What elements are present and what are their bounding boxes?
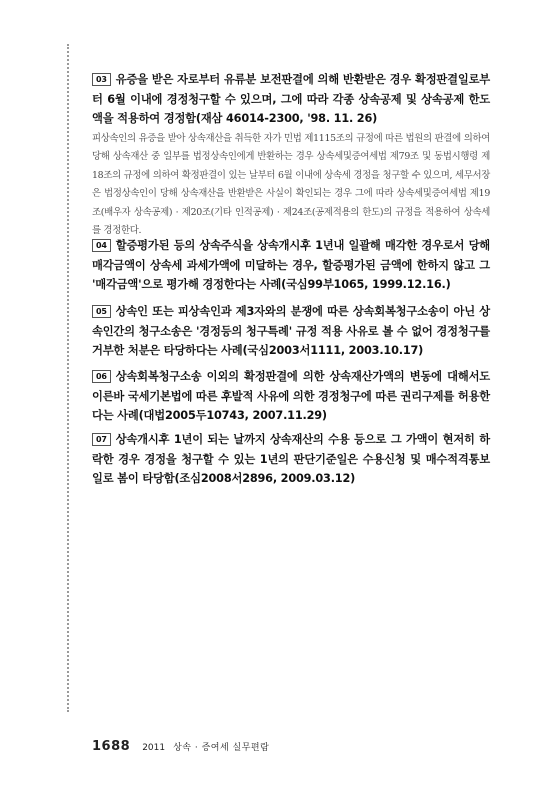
book-title: 상속 · 증여세 실무편람 (173, 743, 270, 753)
page-number: 1688 (92, 739, 131, 754)
entry-number-box: 07 (92, 433, 111, 446)
entry-heading-text: 상속회복청구소송 이외의 확정판결에 의한 상속재산가액의 변동에 대해서도 이른바 국세기본법에 따른 후발적 사유에 의한 경정청구에 따른 권리구제를 허용한다는 사례(대법2005두10743, 2007.11.29) (92, 370, 490, 422)
entry-heading (92, 70, 490, 129)
book-year: 2011 (142, 743, 166, 753)
entry-07 (92, 430, 490, 489)
entry-03 (92, 70, 490, 241)
entry-heading-text: 상속개시후 1년이 되는 날까지 상속재산의 수용 등으로 그 가액이 현저히 하락한 경우 경정을 청구할 수 있는 1년의 판단기준일은 수용신청 및 매수적격통보일로 봄이 타당함(조심2008서2896, 2009.03.12) (92, 433, 490, 485)
entry-heading-text: 상속인 또는 피상속인과 제3자와의 분쟁에 따른 상속회복청구소송이 아닌 상속인간의 청구소송은 '경정등의 청구특례' 규정 적용 사유로 볼 수 없어 경정청구를 거부한 처분은 타당하다는 사례(국심2003서1111, 2003.10.17) (92, 305, 490, 357)
entry-heading (92, 430, 490, 489)
entry-heading-text: 유증을 받은 자로부터 유류분 보전판결에 의해 반환받은 경우 확정판결일로부터 6월 이내에 경정청구할 수 있으며, 그에 따라 각종 상속공제 및 상속공제 한도액을 적용하여 경정함(재삼 46014-2300, '98. 11. 26) (92, 73, 490, 125)
entry-04 (92, 236, 490, 295)
entry-06 (92, 367, 490, 426)
entry-number-box: 06 (92, 370, 111, 383)
entry-number-box: 03 (92, 73, 111, 86)
entry-body-text: 피상속인의 유증을 받아 상속재산을 취득한 자가 민법 제1115조의 규정에 따른 법원의 판결에 의하여 당해 상속재산 중 일부를 법정상속인에게 반환하는 경우 상속세및증여세법 제79조 및 동법시행령 제18조의 규정에 의하여 확정판결이 있는 날부터 6월 이내에 상속세 경정을 청구할 수 있으며, 세무서장은 법정상속인이 당해 상속재산을 반환받은 사실이 확인되는 경우 그에 따라 상속세및증여세법 제19조(배우자 상속공제) · 제20조(기타 인적공제) · 제24조(공제적용의 한도)의 규정을 적용하여 상속세를 경정한다. (92, 132, 490, 237)
entry-heading (92, 302, 490, 361)
entry-number-box: 05 (92, 305, 111, 318)
entry-05 (92, 302, 490, 361)
entry-number-box: 04 (92, 239, 111, 252)
entry-heading-text: 할증평가된 등의 상속주식을 상속개시후 1년내 일괄해 매각한 경우로서 당해 매각금액이 상속세 과세가액에 미달하는 경우, 할증평가된 금액에 한하지 않고 그 '매각금액'으로 평가해 경정한다는 사례(국심99부1065, 1999.12.16.) (92, 239, 490, 291)
entry-heading (92, 236, 490, 295)
entry-heading (92, 367, 490, 426)
page-footer (92, 739, 269, 754)
margin-dotted-rule (67, 44, 69, 712)
